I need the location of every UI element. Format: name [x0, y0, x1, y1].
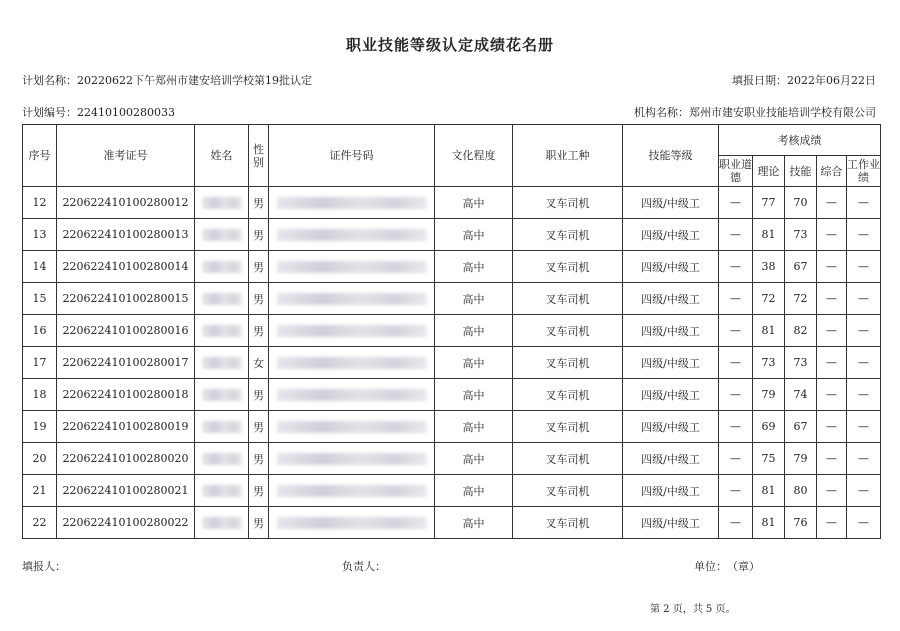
cell-level: 四级/中级工: [623, 187, 719, 219]
cell-ethics: —: [719, 443, 753, 475]
cell-occupation: 叉车司机: [513, 379, 623, 411]
cell-level: 四级/中级工: [623, 347, 719, 379]
cell-theory: 73: [753, 347, 785, 379]
cell-gender: 男: [249, 475, 269, 507]
cell-ethics: —: [719, 187, 753, 219]
header-ethics: 职业道德: [719, 156, 753, 187]
cell-name-redacted: [195, 379, 249, 411]
cell-skill: 76: [785, 507, 817, 539]
cell-overall: —: [817, 507, 847, 539]
redacted-id-number: [277, 261, 427, 273]
cell-occupation: 叉车司机: [513, 443, 623, 475]
cell-name-redacted: [195, 475, 249, 507]
cell-performance: —: [847, 219, 881, 251]
redacted-id-number: [277, 325, 427, 337]
cell-seq: 22: [23, 507, 57, 539]
redacted-name: [202, 325, 242, 337]
cell-id-redacted: [269, 283, 435, 315]
header-theory: 理论: [753, 156, 785, 187]
header-occupation: 职业工种: [513, 125, 623, 187]
redacted-name: [202, 421, 242, 433]
cell-performance: —: [847, 283, 881, 315]
cell-level: 四级/中级工: [623, 219, 719, 251]
cell-ethics: —: [719, 507, 753, 539]
cell-skill: 72: [785, 283, 817, 315]
cell-level: 四级/中级工: [623, 379, 719, 411]
cell-education: 高中: [435, 251, 513, 283]
header-performance: 工作业绩: [847, 156, 881, 187]
cell-skill: 73: [785, 347, 817, 379]
table-row: [23, 219, 881, 251]
header-level: 技能等级: [623, 125, 719, 187]
cell-performance: —: [847, 411, 881, 443]
plan-name: 计划名称：20220622下午郑州市建安培训学校第19批认定: [22, 74, 312, 87]
cell-name-redacted: [195, 219, 249, 251]
cell-id-redacted: [269, 315, 435, 347]
cell-occupation: 叉车司机: [513, 219, 623, 251]
cell-id-redacted: [269, 219, 435, 251]
cell-id-redacted: [269, 475, 435, 507]
cell-exam-no: 220622410100280012: [57, 187, 195, 219]
header-overall: 综合: [817, 156, 847, 187]
header-exam-no: 准考证号: [57, 125, 195, 187]
table-row: [23, 443, 881, 475]
cell-seq: 20: [23, 443, 57, 475]
cell-id-redacted: [269, 347, 435, 379]
table-row: [23, 347, 881, 379]
cell-seq: 18: [23, 379, 57, 411]
redacted-id-number: [277, 293, 427, 305]
cell-overall: —: [817, 283, 847, 315]
cell-gender: 男: [249, 219, 269, 251]
header-skill: 技能: [785, 156, 817, 187]
cell-ethics: —: [719, 475, 753, 507]
cell-education: 高中: [435, 283, 513, 315]
cell-exam-no: 220622410100280015: [57, 283, 195, 315]
redacted-id-number: [277, 389, 427, 401]
cell-occupation: 叉车司机: [513, 251, 623, 283]
cell-level: 四级/中级工: [623, 251, 719, 283]
cell-name-redacted: [195, 411, 249, 443]
cell-level: 四级/中级工: [623, 315, 719, 347]
cell-exam-no: 220622410100280017: [57, 347, 195, 379]
redacted-name: [202, 453, 242, 465]
redacted-name: [202, 293, 242, 305]
cell-seq: 13: [23, 219, 57, 251]
redacted-id-number: [277, 485, 427, 497]
cell-seq: 15: [23, 283, 57, 315]
cell-ethics: —: [719, 219, 753, 251]
cell-exam-no: 220622410100280021: [57, 475, 195, 507]
header-education: 文化程度: [435, 125, 513, 187]
cell-exam-no: 220622410100280016: [57, 315, 195, 347]
cell-id-redacted: [269, 507, 435, 539]
cell-gender: 男: [249, 443, 269, 475]
cell-ethics: —: [719, 347, 753, 379]
footer-responsible: 负责人：: [342, 560, 386, 573]
cell-occupation: 叉车司机: [513, 187, 623, 219]
cell-performance: —: [847, 475, 881, 507]
cell-skill: 74: [785, 379, 817, 411]
cell-occupation: 叉车司机: [513, 507, 623, 539]
cell-name-redacted: [195, 507, 249, 539]
cell-education: 高中: [435, 507, 513, 539]
page-title: 职业技能等级认定成绩花名册: [345, 36, 554, 54]
redacted-name: [202, 485, 242, 497]
redacted-id-number: [277, 453, 427, 465]
cell-gender: 男: [249, 507, 269, 539]
cell-exam-no: 220622410100280014: [57, 251, 195, 283]
cell-theory: 81: [753, 475, 785, 507]
cell-seq: 16: [23, 315, 57, 347]
cell-skill: 80: [785, 475, 817, 507]
cell-level: 四级/中级工: [623, 507, 719, 539]
footer-filler: 填报人：: [22, 560, 66, 573]
cell-id-redacted: [269, 251, 435, 283]
cell-education: 高中: [435, 475, 513, 507]
cell-skill: 67: [785, 251, 817, 283]
cell-skill: 79: [785, 443, 817, 475]
redacted-id-number: [277, 517, 427, 529]
cell-name-redacted: [195, 347, 249, 379]
cell-education: 高中: [435, 315, 513, 347]
cell-education: 高中: [435, 219, 513, 251]
table-row: [23, 315, 881, 347]
cell-ethics: —: [719, 411, 753, 443]
cell-name-redacted: [195, 251, 249, 283]
cell-level: 四级/中级工: [623, 443, 719, 475]
cell-ethics: —: [719, 251, 753, 283]
footer-unit: 单位： （章）: [694, 560, 760, 573]
cell-seq: 17: [23, 347, 57, 379]
redacted-id-number: [277, 421, 427, 433]
cell-theory: 81: [753, 315, 785, 347]
cell-name-redacted: [195, 443, 249, 475]
cell-exam-no: 220622410100280022: [57, 507, 195, 539]
table-row: [23, 187, 881, 219]
cell-performance: —: [847, 507, 881, 539]
cell-ethics: —: [719, 379, 753, 411]
cell-level: 四级/中级工: [623, 411, 719, 443]
cell-education: 高中: [435, 379, 513, 411]
cell-theory: 79: [753, 379, 785, 411]
cell-performance: —: [847, 187, 881, 219]
redacted-id-number: [277, 229, 427, 241]
org-name: 机构名称：郑州市建安职业技能培训学校有限公司: [634, 106, 876, 119]
cell-id-redacted: [269, 443, 435, 475]
header-name: 姓名: [195, 125, 249, 187]
cell-exam-no: 220622410100280018: [57, 379, 195, 411]
cell-performance: —: [847, 379, 881, 411]
cell-theory: 81: [753, 507, 785, 539]
table-row: [23, 411, 881, 443]
cell-overall: —: [817, 411, 847, 443]
cell-gender: 男: [249, 251, 269, 283]
redacted-id-number: [277, 197, 427, 209]
cell-theory: 69: [753, 411, 785, 443]
cell-occupation: 叉车司机: [513, 347, 623, 379]
cell-overall: —: [817, 475, 847, 507]
roster-body: [23, 187, 881, 539]
cell-exam-no: 220622410100280013: [57, 219, 195, 251]
cell-theory: 75: [753, 443, 785, 475]
cell-name-redacted: [195, 283, 249, 315]
cell-gender: 男: [249, 411, 269, 443]
table-row: [23, 507, 881, 539]
cell-seq: 21: [23, 475, 57, 507]
cell-skill: 67: [785, 411, 817, 443]
cell-skill: 82: [785, 315, 817, 347]
cell-level: 四级/中级工: [623, 475, 719, 507]
cell-skill: 70: [785, 187, 817, 219]
roster-table: [22, 124, 881, 539]
header-seq: 序号: [23, 125, 57, 187]
cell-overall: —: [817, 379, 847, 411]
cell-ethics: —: [719, 315, 753, 347]
cell-performance: —: [847, 347, 881, 379]
cell-theory: 81: [753, 219, 785, 251]
redacted-name: [202, 229, 242, 241]
cell-gender: 女: [249, 347, 269, 379]
cell-gender: 男: [249, 187, 269, 219]
cell-overall: —: [817, 251, 847, 283]
table-row: [23, 283, 881, 315]
redacted-name: [202, 357, 242, 369]
cell-seq: 12: [23, 187, 57, 219]
redacted-name: [202, 389, 242, 401]
cell-education: 高中: [435, 443, 513, 475]
cell-name-redacted: [195, 187, 249, 219]
cell-overall: —: [817, 315, 847, 347]
cell-skill: 73: [785, 219, 817, 251]
cell-occupation: 叉车司机: [513, 475, 623, 507]
cell-exam-no: 220622410100280020: [57, 443, 195, 475]
redacted-name: [202, 197, 242, 209]
cell-education: 高中: [435, 187, 513, 219]
cell-level: 四级/中级工: [623, 283, 719, 315]
cell-id-redacted: [269, 379, 435, 411]
cell-occupation: 叉车司机: [513, 315, 623, 347]
cell-seq: 19: [23, 411, 57, 443]
table-row: [23, 251, 881, 283]
header-id-no: 证件号码: [269, 125, 435, 187]
cell-performance: —: [847, 443, 881, 475]
cell-occupation: 叉车司机: [513, 411, 623, 443]
cell-education: 高中: [435, 411, 513, 443]
cell-occupation: 叉车司机: [513, 283, 623, 315]
cell-gender: 男: [249, 315, 269, 347]
page-info: 第 2 页，共 5 页。: [650, 604, 736, 615]
cell-overall: —: [817, 443, 847, 475]
cell-id-redacted: [269, 411, 435, 443]
cell-name-redacted: [195, 315, 249, 347]
cell-theory: 77: [753, 187, 785, 219]
cell-gender: 男: [249, 379, 269, 411]
cell-gender: 男: [249, 283, 269, 315]
cell-overall: —: [817, 347, 847, 379]
header-scores: 考核成绩: [719, 125, 881, 156]
cell-exam-no: 220622410100280019: [57, 411, 195, 443]
cell-theory: 38: [753, 251, 785, 283]
cell-performance: —: [847, 315, 881, 347]
table-row: [23, 379, 881, 411]
cell-seq: 14: [23, 251, 57, 283]
cell-id-redacted: [269, 187, 435, 219]
redacted-name: [202, 261, 242, 273]
table-row: [23, 475, 881, 507]
fill-date: 填报日期：2022年06月22日: [732, 74, 876, 87]
cell-theory: 72: [753, 283, 785, 315]
redacted-id-number: [277, 357, 427, 369]
cell-education: 高中: [435, 347, 513, 379]
cell-overall: —: [817, 219, 847, 251]
header-gender: 性别: [249, 125, 269, 187]
plan-number: 计划编号：22410100280033: [22, 106, 175, 119]
cell-performance: —: [847, 251, 881, 283]
cell-ethics: —: [719, 283, 753, 315]
cell-overall: —: [817, 187, 847, 219]
redacted-name: [202, 517, 242, 529]
